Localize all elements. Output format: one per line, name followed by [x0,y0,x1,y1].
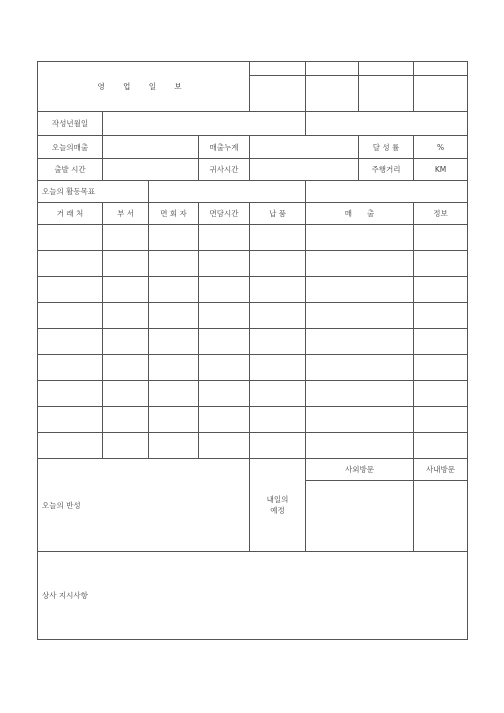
sales-total-label: 매출누계 [199,136,250,159]
table-row [38,303,468,329]
table-row [38,433,468,459]
cell[interactable] [250,433,306,459]
col-header-client: 거 래 처 [38,203,103,225]
cell[interactable] [38,433,103,459]
cell[interactable] [103,329,149,355]
cell[interactable] [38,329,103,355]
report-title: 영 업 일 보 [38,62,250,112]
col-header-contact: 면 회 자 [149,203,199,225]
table-row [38,277,468,303]
sales-today-field[interactable] [103,136,199,159]
cell[interactable] [149,251,199,277]
cell[interactable] [306,251,414,277]
date-extra-field[interactable] [306,112,468,136]
cell[interactable] [199,277,250,303]
cell[interactable] [103,407,149,433]
cell[interactable] [103,433,149,459]
approval-sign-cell-2[interactable] [306,76,359,112]
approval-sign-cell-3[interactable] [359,76,414,112]
supervisor-instructions-label: 상사 지시사항 [42,591,88,600]
cell[interactable] [414,251,468,277]
approval-label-cell-3 [359,62,414,76]
inside-visit-field[interactable] [414,481,468,552]
cell[interactable] [149,303,199,329]
cell[interactable] [250,381,306,407]
cell[interactable] [149,355,199,381]
cell[interactable] [103,251,149,277]
cell[interactable] [199,329,250,355]
table-row [38,329,468,355]
approval-label-cell-2 [306,62,359,76]
cell[interactable] [103,381,149,407]
col-header-department: 부 서 [103,203,149,225]
cell[interactable] [306,355,414,381]
cell[interactable] [306,225,414,251]
cell[interactable] [38,407,103,433]
table-row [38,225,468,251]
cell[interactable] [414,355,468,381]
cell[interactable] [149,329,199,355]
activity-goal-field[interactable] [149,181,306,203]
cell[interactable] [414,329,468,355]
cell[interactable] [414,277,468,303]
cell[interactable] [149,407,199,433]
cell[interactable] [250,303,306,329]
activity-goal-label: 오늘의 활동목표 [38,181,149,203]
cell[interactable] [306,407,414,433]
cell[interactable] [250,407,306,433]
cell[interactable] [38,277,103,303]
cell[interactable] [103,277,149,303]
cell[interactable] [38,225,103,251]
activity-goal-extra-field[interactable] [306,181,468,203]
sales-report-form [37,61,468,640]
cell[interactable] [250,225,306,251]
cell[interactable] [414,225,468,251]
reflection-area[interactable] [38,459,250,552]
cell[interactable] [306,433,414,459]
inside-visit-label: 사내방문 [414,459,468,481]
sales-total-field[interactable] [250,136,359,159]
achievement-label: 달 성 률 [359,136,414,159]
tomorrow-plan-label-line1: 내일의 [266,495,289,504]
cell[interactable] [199,407,250,433]
achievement-unit[interactable]: % [414,136,468,159]
cell[interactable] [306,329,414,355]
cell[interactable] [38,381,103,407]
cell[interactable] [149,433,199,459]
table-row [38,407,468,433]
cell[interactable] [306,277,414,303]
cell[interactable] [199,251,250,277]
cell[interactable] [250,329,306,355]
col-header-meeting-time: 면담시간 [199,203,250,225]
col-header-sales: 매 출 [306,203,414,225]
return-time-field[interactable] [250,159,359,181]
approval-label-cell-4 [414,62,468,76]
reflection-label: 오늘의 반성 [42,500,81,510]
cell[interactable] [149,225,199,251]
cell[interactable] [199,381,250,407]
cell[interactable] [149,277,199,303]
approval-sign-cell-4[interactable] [414,76,468,112]
sales-today-label: 오늘의매출 [38,136,103,159]
col-header-info: 정보 [414,203,468,225]
return-time-label: 귀사시간 [199,159,250,181]
cell[interactable] [414,381,468,407]
distance-label: 주행거리 [359,159,414,181]
date-field[interactable] [103,112,306,136]
cell[interactable] [199,355,250,381]
depart-time-label: 출발 시간 [38,159,103,181]
cell[interactable] [250,277,306,303]
cell[interactable] [38,355,103,381]
table-row [38,251,468,277]
depart-time-field[interactable] [103,159,199,181]
cell[interactable] [103,303,149,329]
cell[interactable] [149,381,199,407]
tomorrow-plan-label-line2: 예정 [270,506,285,515]
cell[interactable] [250,251,306,277]
cell[interactable] [199,225,250,251]
cell[interactable] [250,355,306,381]
cell[interactable] [199,303,250,329]
table-row [38,355,468,381]
approval-sign-cell-1[interactable] [250,76,306,112]
cell[interactable] [306,303,414,329]
col-header-delivery: 납 품 [250,203,306,225]
cell[interactable] [103,225,149,251]
cell[interactable] [414,433,468,459]
table-row [38,381,468,407]
cell[interactable] [414,407,468,433]
cell[interactable] [103,355,149,381]
approval-label-cell-1 [250,62,306,76]
outside-visit-label: 사외방문 [306,459,414,481]
distance-unit[interactable]: KM [414,159,468,181]
date-label: 작성년월일 [38,112,103,136]
tomorrow-plan-label [250,459,306,552]
cell[interactable] [38,303,103,329]
cell[interactable] [306,381,414,407]
cell[interactable] [38,251,103,277]
supervisor-instructions-area[interactable] [38,552,468,640]
cell[interactable] [199,433,250,459]
cell[interactable] [414,303,468,329]
outside-visit-field[interactable] [306,481,414,552]
